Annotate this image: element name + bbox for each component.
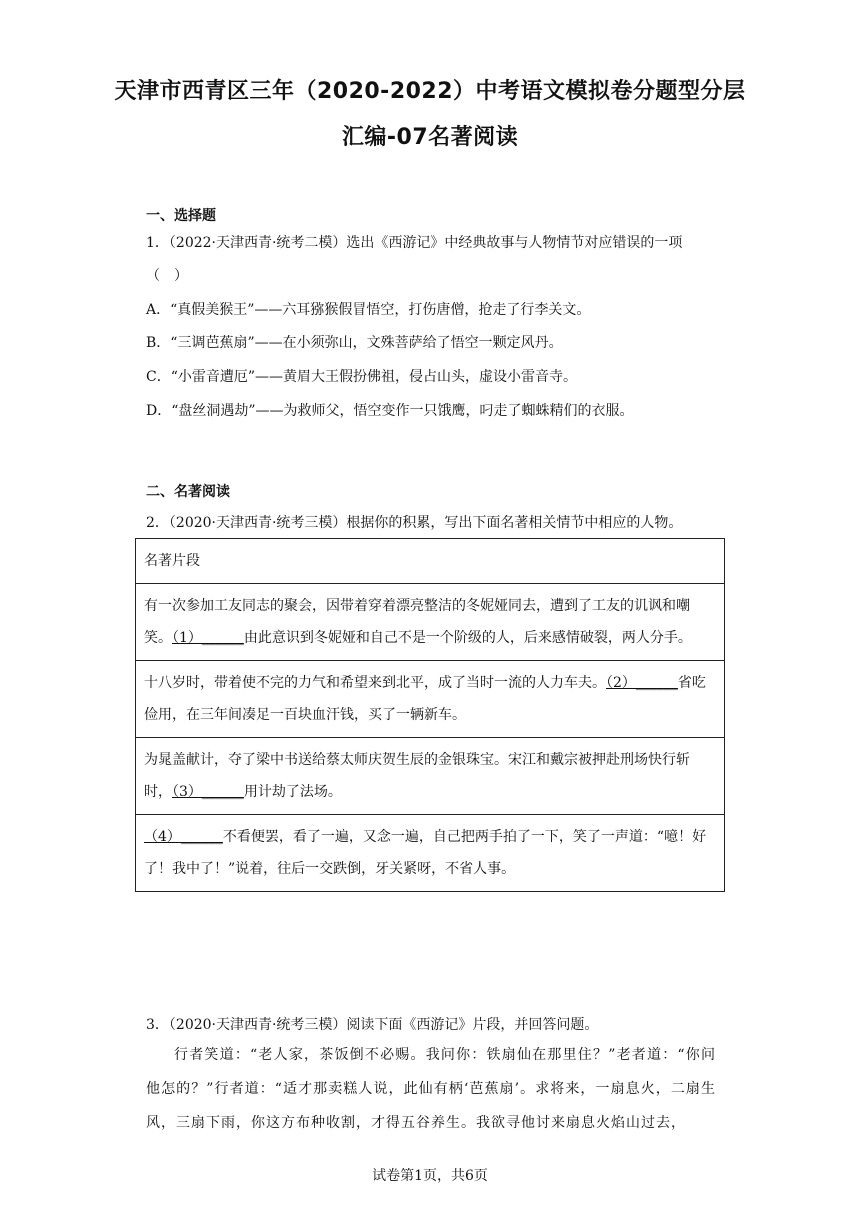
table-header-row (136, 539, 725, 584)
excerpt-text: 有一次参加工友同志的聚会，因带着穿着漂亮整洁的冬妮娅同去，遭到了工友的讥讽和嘲笑。 (144, 598, 690, 646)
question-3-stem: 3．（2020·天津西青·统考三模）阅读下面《西游记》片段，并回答问题。 (146, 1017, 599, 1033)
question-2-stem: 2．（2020·天津西青·统考三模）根据你的积累，写出下面名著相关情节中相应的人物。 (146, 515, 683, 531)
table-cell (136, 661, 725, 738)
table-cell (136, 584, 725, 661)
option-a: A．“真假美猴王”——六耳猕猴假冒悟空，打伤唐僧，抢走了行李关文。 (146, 302, 591, 318)
page-title-line2: 汇编-07名著阅读 (341, 125, 519, 150)
excerpt-text: 不看便罢，看了一遍，又念一遍，自己把两手拍了一下，笑了一声道：“噫！好了！我中了！”说着，往后一交跌倒，牙关紧呀，不省人事。 (144, 829, 707, 877)
table-cell (136, 815, 725, 892)
page-title-line1: 天津市西青区三年（2020-2022）中考语文模拟卷分题型分层 (114, 79, 746, 104)
excerpt-text: 十八岁时，带着使不完的力气和希望来到北平，成了当时一流的人力车夫。 (144, 675, 606, 691)
table-cell (136, 738, 725, 815)
option-c: C．“小雷音遭厄”——黄眉大王假扮佛祖，侵占山头，虚设小雷音寺。 (146, 369, 578, 385)
option-d: D．“盘丝洞遇劫”——为救师父，悟空变作一只饿鹰，叼走了蜘蛛精们的衣服。 (146, 403, 634, 419)
literature-table (135, 538, 725, 892)
table-row (136, 815, 725, 892)
answer-blank-1[interactable]: （1）______ (172, 630, 244, 646)
section-heading-reading: 二、名著阅读 (146, 484, 230, 500)
page-footer: 试卷第1页，共6页 (372, 1168, 488, 1184)
question-1-bracket: （ ） (146, 268, 188, 284)
answer-blank-4[interactable]: （4）______ (144, 829, 223, 845)
table-row (136, 738, 725, 815)
question-1-stem: 1．（2022·天津西青·统考二模）选出《西游记》中经典故事与人物情节对应错误的一项 (146, 235, 683, 251)
reading-passage: 行者笑道：“老人家，茶饭倒不必赐。我问你：铁扇仙在那里住？”老者道：“你问他怎的？”行者道：“适才那卖糕人说，此仙有柄‘芭蕉扇’。求将来，一扇息火，二扇生风，三扇下雨，你这方布种收割，才得五谷养生。我欲寻他讨来扇息火焰山过去， (146, 1047, 716, 1131)
answer-blank-3[interactable]: （3）______ (172, 784, 244, 800)
table-row (136, 661, 725, 738)
excerpt-text: 为晁盖献计，夺了梁中书送给蔡太师庆贺生辰的金银珠宝。宋江和戴宗被押赴刑场快行斩时， (144, 752, 690, 800)
section-heading-choice: 一、选择题 (146, 208, 216, 224)
excerpt-text: 省吃俭用，在三年间凑足一百块血汗钱，买了一辆新车。 (144, 675, 706, 723)
option-b: B．“三调芭蕉扇”——在小须弥山，文殊菩萨给了悟空一颗定风丹。 (146, 335, 563, 351)
table-row (136, 584, 725, 661)
table-header-cell: 名著片段 (136, 539, 725, 584)
answer-blank-2[interactable]: （2）______ (606, 675, 678, 691)
excerpt-text: 用计劫了法场。 (243, 784, 342, 800)
excerpt-text: 由此意识到冬妮娅和自己不是一个阶级的人，后来感情破裂，两人分手。 (243, 630, 692, 646)
